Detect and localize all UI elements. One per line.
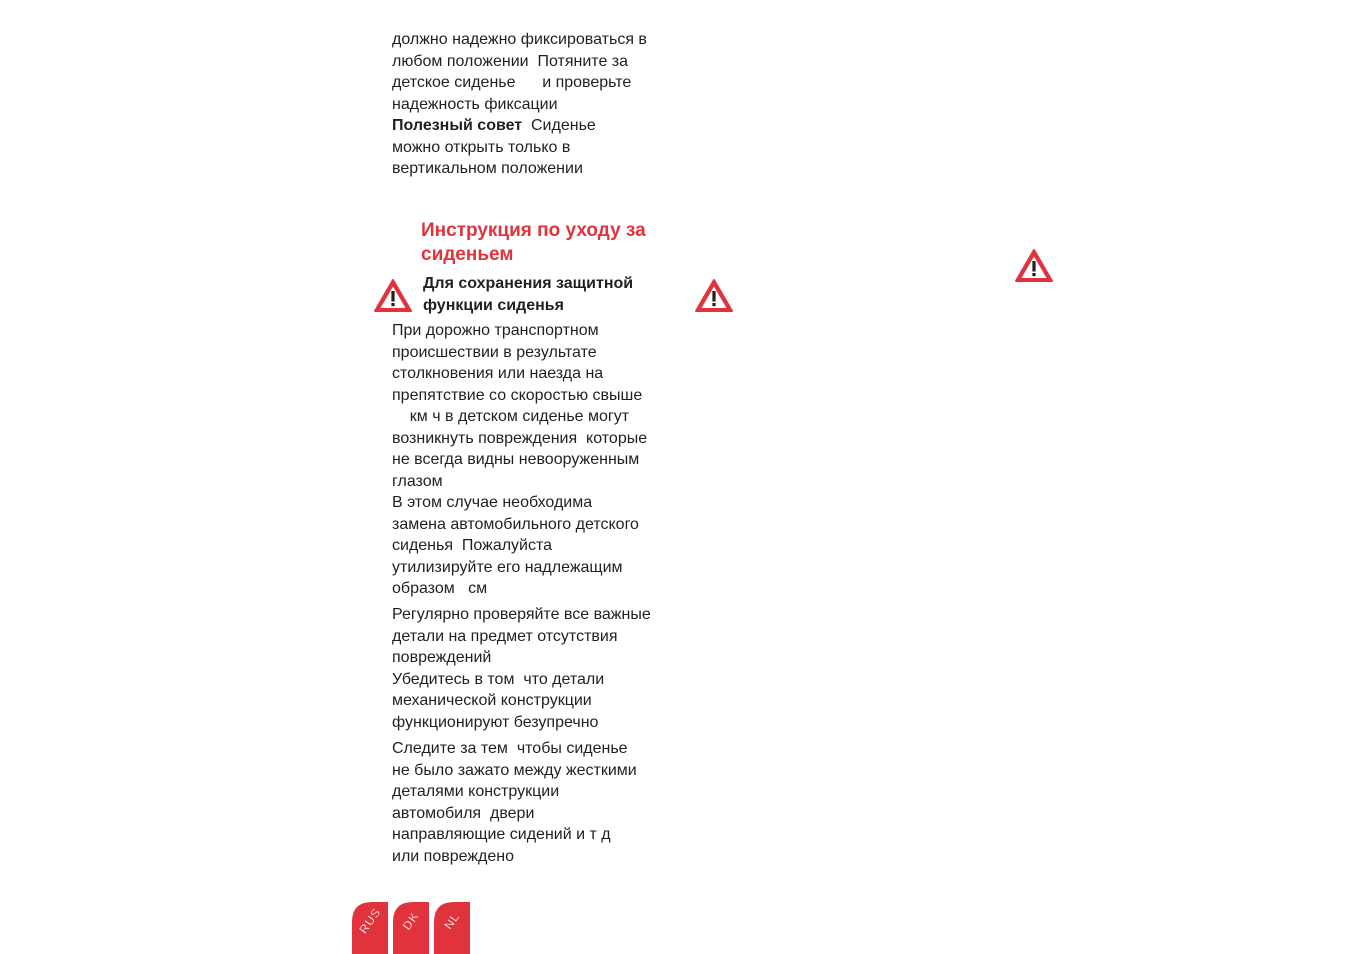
language-tab-label: NL	[441, 909, 463, 933]
tip-label: Полезный совет	[392, 117, 523, 134]
paragraph-inspection	[392, 604, 672, 733]
warning-heading-line: Для сохранения защитной	[423, 275, 634, 292]
text-line: повреждений	[392, 649, 492, 666]
text-line: или повреждено	[392, 847, 515, 865]
text-line: В этом случае необходима	[392, 494, 593, 511]
text-line: утилизируйте его надлежащим	[392, 558, 623, 576]
tip-text: Сиденье	[522, 117, 596, 134]
warning-heading-line: функции сиденья	[423, 296, 564, 314]
intro-text-block	[392, 29, 672, 180]
language-tab-label: DK	[399, 909, 423, 933]
warning-triangle-icon	[1014, 248, 1054, 284]
text-line: механической конструкции	[392, 692, 592, 709]
text-line: км ч в детском сиденье могут	[392, 408, 630, 425]
text-line: детское сиденье и проверьте	[392, 74, 632, 91]
text-line: При дорожно транспортном	[392, 322, 599, 339]
text-line: Убедитесь в том что детали	[392, 670, 605, 688]
text-line: Регулярно проверяйте все важные	[392, 606, 651, 623]
text-line: должно надежно фиксироваться в	[392, 31, 647, 48]
text-line: сиденья Пожалуйста	[392, 537, 553, 554]
language-tab-rus[interactable]	[352, 902, 388, 954]
warning-triangle-icon	[694, 278, 734, 314]
language-tab-dk[interactable]	[393, 902, 429, 954]
section-title-line: сиденьем	[421, 243, 514, 265]
warning-triangle-icon	[373, 278, 413, 314]
text-line: глазом	[392, 472, 443, 490]
text-line: автомобиля двери	[392, 804, 535, 822]
text-line: детали на предмет отсутствия	[392, 627, 618, 645]
text-line: препятствие со скоростью свыше	[392, 386, 643, 404]
text-line: образом см	[392, 580, 488, 597]
text-line: столкновения или наезда на	[392, 365, 604, 382]
section-title-line: Инструкция по уходу за	[421, 220, 646, 241]
warning-heading	[423, 273, 683, 316]
language-tab-label: RUS	[356, 905, 384, 937]
text-line: функционируют безупречно	[392, 713, 599, 731]
text-line: не было зажато между жесткими	[392, 761, 637, 779]
text-line: Следите за тем чтобы сиденье	[392, 740, 628, 757]
text-line: возникнуть повреждения которые	[392, 429, 648, 447]
text-line: можно открыть только в	[392, 138, 571, 156]
text-line: любом положении Потяните за	[392, 52, 629, 70]
text-line: замена автомобильного детского	[392, 515, 639, 533]
paragraph-clamping	[392, 738, 672, 867]
text-line: деталями конструкции	[392, 783, 560, 800]
text-line: направляющие сидений и т д	[392, 826, 611, 843]
text-line: надежность фиксации	[392, 95, 558, 113]
text-line: не всегда видны невооруженным	[392, 451, 640, 468]
paragraph-accident	[392, 320, 672, 600]
text-line: происшествии в результате	[392, 343, 597, 361]
tip-line	[392, 115, 672, 137]
section-title	[421, 219, 681, 266]
language-tab-nl[interactable]	[434, 902, 470, 954]
text-line: вертикальном положении	[392, 160, 583, 177]
